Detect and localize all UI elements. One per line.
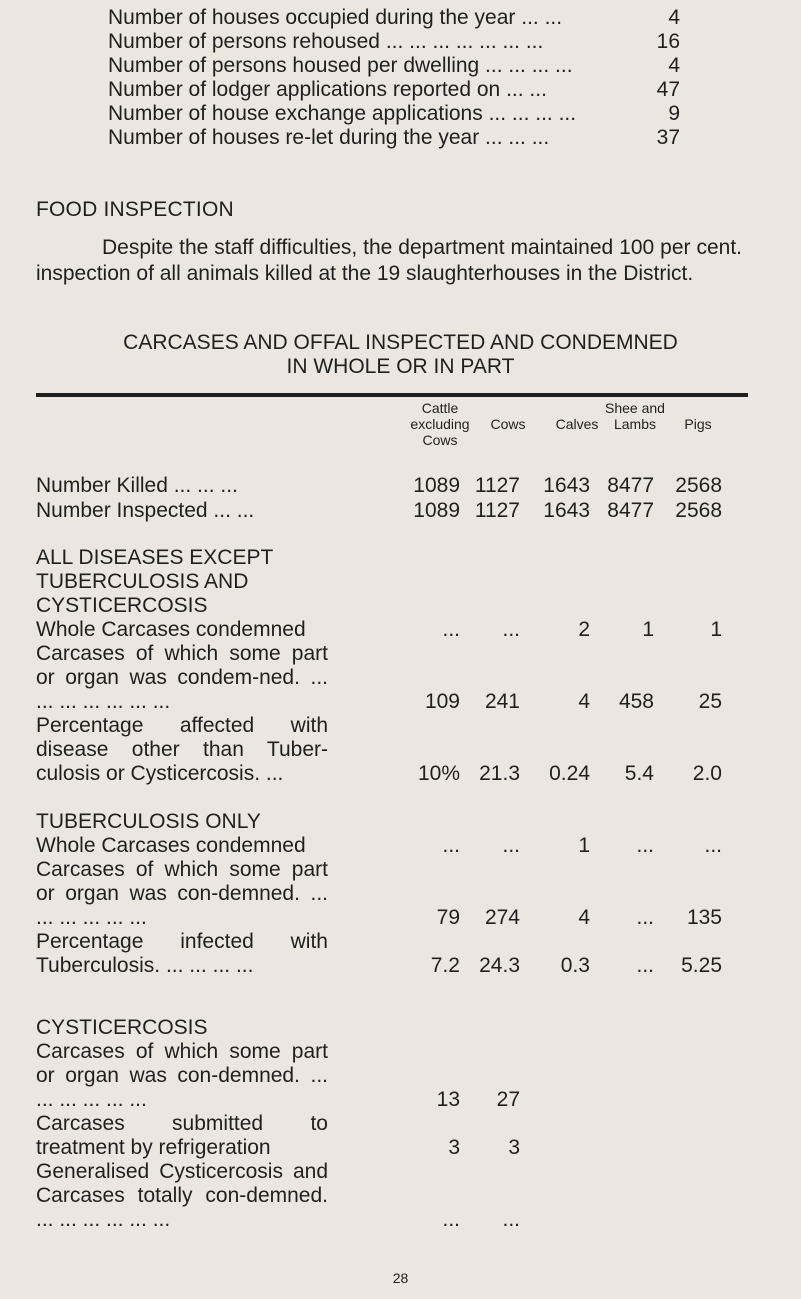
cell-value: 4 — [578, 906, 590, 929]
cell-value: 1 — [578, 834, 590, 857]
cell-value: 135 — [686, 906, 722, 929]
section-heading-cysticercosis: CYSTICERCOSIS — [36, 1016, 208, 1039]
cell-value: 5.4 — [624, 762, 654, 785]
cell-value: 10% — [417, 762, 460, 785]
cell-value: 27 — [496, 1088, 520, 1111]
cell-value: 3 — [448, 1136, 460, 1159]
stat-line — [108, 30, 680, 54]
stat-line — [108, 6, 680, 30]
row-label-percentage-infected: Percentage infected with Tuberculosis. ... ... ... ... — [36, 930, 328, 977]
stat-label: Number of lodger applications reported on ... ... — [108, 78, 547, 101]
cell-value: 274 — [484, 906, 520, 929]
cell-value: 241 — [484, 690, 520, 713]
stat-label: Number of persons rehoused ... ... ... ... ... ... ... — [108, 30, 544, 53]
column-header-calves: Calves — [555, 416, 599, 432]
stat-label: Number of house exchange applications ... ... ... ... — [108, 102, 577, 125]
food-paragraph-text: Despite the staff difficulties, the department maintained 100 per cent. inspection of all animals killed at the 19 slaughterhouses in the District. — [36, 236, 742, 285]
cell-value: 2 — [578, 618, 590, 641]
cell-value: 4 — [578, 690, 590, 713]
cell-value: 2568 — [675, 474, 722, 497]
cell-value: 1 — [642, 618, 654, 641]
cell-value: 458 — [618, 690, 654, 713]
food-inspection-heading: FOOD INSPECTION — [36, 198, 234, 221]
cell-value: ... — [704, 834, 722, 857]
cell-value: 1127 — [474, 474, 520, 497]
stat-line — [108, 54, 680, 78]
cell-value: 25 — [698, 690, 722, 713]
cell-value: 8477 — [607, 474, 654, 497]
cell-value: 5.25 — [681, 954, 722, 977]
row-label-whole-carcases: Whole Carcases condemned — [36, 618, 306, 641]
cell-value: 1643 — [543, 499, 590, 522]
cell-value: ... — [442, 1208, 460, 1231]
stat-value: 9 — [668, 102, 680, 125]
cell-value: 24.3 — [479, 954, 520, 977]
cell-value: 3 — [508, 1136, 520, 1159]
cell-value: ... — [636, 906, 654, 929]
cell-value: 13 — [436, 1088, 460, 1111]
stat-value: 47 — [656, 78, 680, 101]
cell-value: ... — [636, 954, 654, 977]
stat-value: 16 — [656, 30, 680, 53]
cell-value: ... — [442, 618, 460, 641]
stat-label: Number of houses re-let during the year ... ... ... — [108, 126, 550, 149]
table-title: CARCASES AND OFFAL INSPECTED AND CONDEMNED — [123, 331, 678, 354]
cell-value: 79 — [436, 906, 460, 929]
stat-value: 4 — [668, 54, 680, 77]
row-label-percentage-affected: Percentage affected with disease other than Tuber-culosis or Cysticercosis. ... — [36, 714, 328, 785]
table-top-rule — [36, 393, 748, 397]
column-header-pigs: Pigs — [684, 416, 712, 432]
cell-value: 1643 — [543, 474, 590, 497]
cell-value: 1089 — [413, 474, 460, 497]
cell-value: ... — [502, 1208, 520, 1231]
row-label-inspected: Number Inspected ... ... — [36, 499, 255, 522]
stat-value: 4 — [668, 6, 680, 29]
table-subtitle: IN WHOLE OR IN PART — [286, 355, 515, 378]
food-inspection-paragraph — [36, 235, 742, 287]
cell-value: 1 — [710, 618, 722, 641]
cell-value: 8477 — [607, 499, 654, 522]
cell-value: 0.3 — [560, 954, 590, 977]
stat-value: 37 — [656, 126, 680, 149]
cell-value: 0.24 — [549, 762, 590, 785]
cell-value: 7.2 — [430, 954, 460, 977]
cell-value: 1127 — [474, 499, 520, 522]
column-header-cows: Cows — [490, 416, 526, 432]
row-label-generalised: Generalised Cysticercosis and Carcases totally con-demned. ... ... ... ... ... ... — [36, 1160, 328, 1231]
row-label-killed: Number Killed ... ... ... — [36, 474, 238, 497]
stat-label: Number of houses occupied during the year ... ... — [108, 6, 563, 29]
cell-value: ... — [502, 834, 520, 857]
cell-value: 109 — [424, 690, 460, 713]
row-label-part-condemned: Carcases of which some part or organ was con-demned. ... ... ... ... ... ... — [36, 858, 328, 929]
section-heading-all-diseases: ALL DISEASES EXCEPT TUBERCULOSIS AND CYSTICERCOSIS — [36, 546, 273, 617]
row-label-part-condemned: Carcases of which some part or organ was condem-ned. ... ... ... ... ... ... ... — [36, 642, 328, 713]
column-header-cattle: Cattle excluding Cows — [410, 400, 470, 448]
cell-value: 1089 — [413, 499, 460, 522]
cell-value: 2568 — [675, 499, 722, 522]
stat-label: Number of persons housed per dwelling ... ... ... ... — [108, 54, 573, 77]
section-heading-tuberculosis: TUBERCULOSIS ONLY — [36, 810, 261, 833]
cell-value: 2.0 — [692, 762, 722, 785]
cell-value: ... — [636, 834, 654, 857]
page-number: 28 — [392, 1270, 409, 1286]
row-label-whole-carcases: Whole Carcases condemned — [36, 834, 306, 857]
cell-value: ... — [502, 618, 520, 641]
row-label-part-condemned: Carcases of which some part or organ was con-demned. ... ... ... ... ... ... — [36, 1040, 328, 1111]
column-header-sheep: Shee and Lambs — [605, 400, 665, 432]
stat-line — [108, 78, 680, 102]
stat-line — [108, 126, 680, 150]
cell-value: 21.3 — [479, 762, 520, 785]
cell-value: ... — [442, 834, 460, 857]
row-label-refrigeration: Carcases submitted to treatment by refrigeration — [36, 1112, 328, 1159]
stat-line — [108, 102, 680, 126]
housing-stats — [108, 6, 680, 150]
